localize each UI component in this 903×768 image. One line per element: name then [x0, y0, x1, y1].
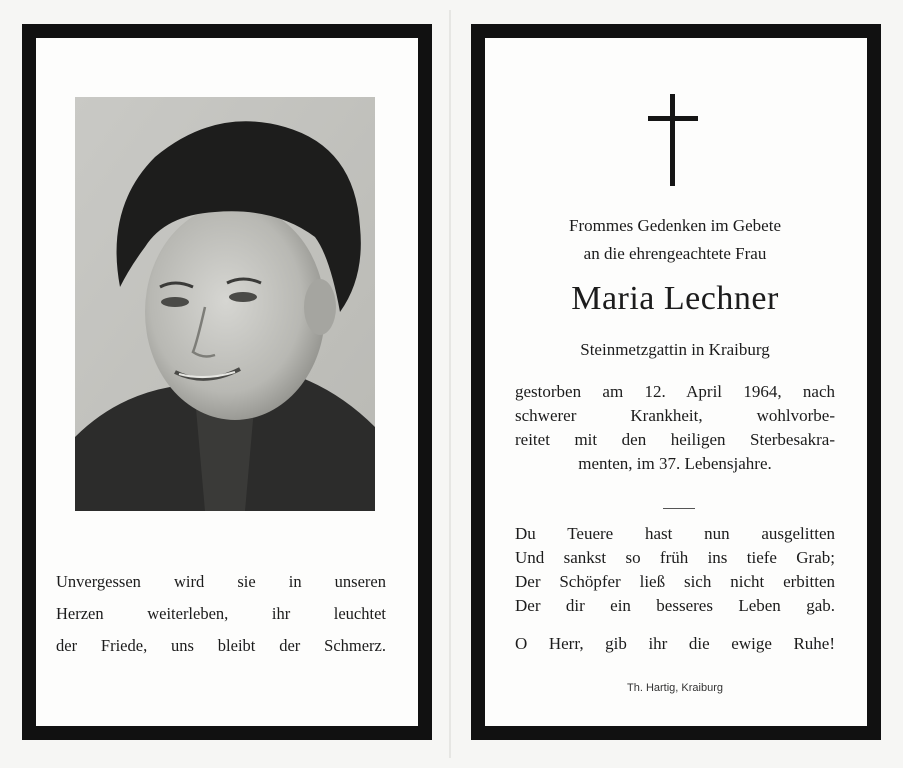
death-line-2: schwerer Krankheit, wohlvorbe-: [515, 406, 835, 425]
intro-line-2: an die ehrengeachtete Frau: [583, 244, 767, 263]
occupation: Steinmetzgattin in Kraiburg: [580, 340, 770, 359]
left-panel: [22, 24, 432, 740]
death-line-3: reitet mit den heiligen Sterbesakra-: [515, 430, 835, 449]
deceased-name: Maria Lechner: [571, 280, 779, 317]
death-line-4: menten, im 37. Lebensjahre.: [578, 454, 772, 473]
poem-line-4: Der dir ein besseres Leben gab.: [515, 596, 835, 615]
cross-icon: [648, 94, 698, 186]
poem-line-2: Und sankst so früh ins tiefe Grab;: [515, 548, 835, 567]
fold-line: [449, 10, 451, 758]
left-verse-line-1: Unvergessen wird sie in unseren: [56, 572, 386, 591]
poem-line-1: Du Teuere hast nun ausgelitten: [515, 524, 835, 543]
right-panel: [471, 24, 881, 740]
divider: [663, 508, 695, 509]
intro-line-1: Frommes Gedenken im Gebete: [569, 216, 781, 235]
left-verse-line-3: der Friede, uns bleibt der Schmerz.: [56, 636, 386, 655]
left-verse: [56, 566, 386, 662]
prayer-line: O Herr, gib ihr die ewige Ruhe!: [515, 634, 835, 653]
portrait-photo: [75, 97, 375, 511]
left-verse-line-2: Herzen weiterleben, ihr leuchtet: [56, 604, 386, 623]
printer-credit: Th. Hartig, Kraiburg: [627, 682, 723, 694]
poem-line-3: Der Schöpfer ließ sich nicht erbitten: [515, 572, 835, 591]
death-line-1: gestorben am 12. April 1964, nach: [515, 382, 835, 401]
